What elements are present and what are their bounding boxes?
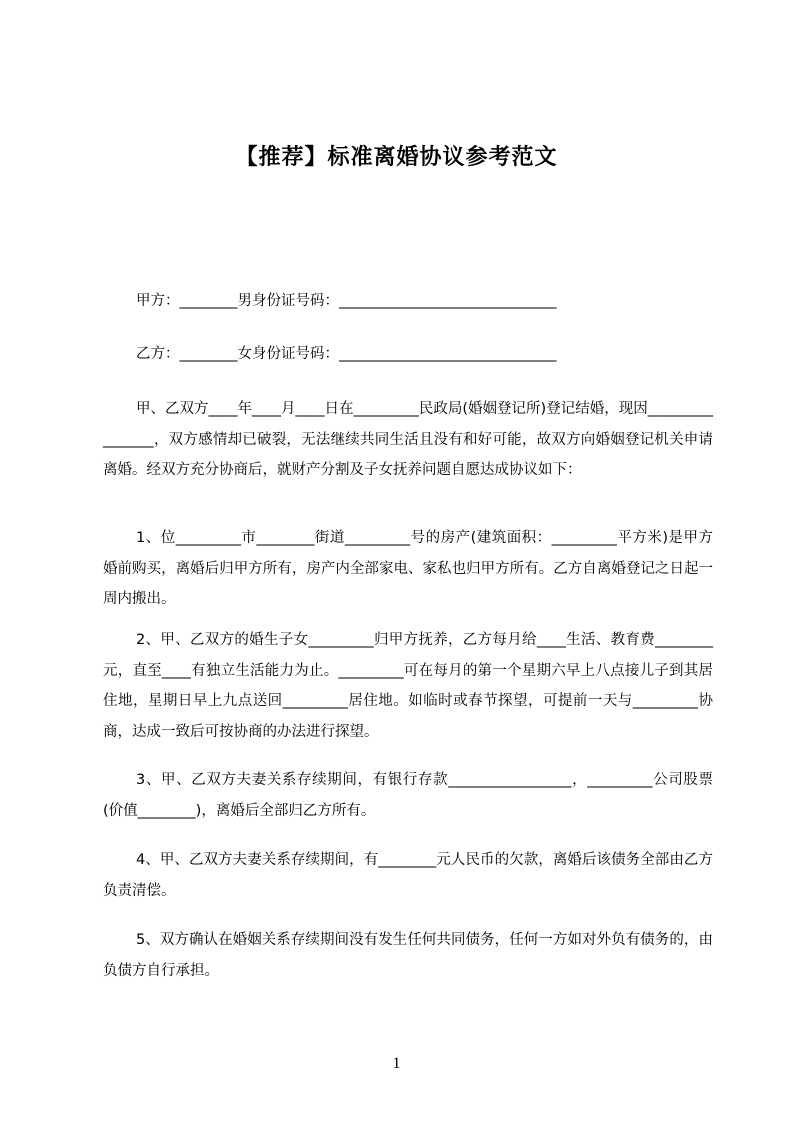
clause-2-paragraph: 2、甲、乙双方的婚生子女_________归甲方抚养，乙方每月给____生活、教育费________元，直至____有独立生活能力为止。_________可在每月的第一个星期六早上八点接儿子到其居住地，星期日早上九点送回_________居住地。如临时或春节探望，可提前一天与_________协商，达成一致后可按协商的办法进行探望。 bbox=[103, 632, 713, 740]
clause-3-paragraph: 3、甲、乙双方夫妻关系存续期间，有银行存款_________________，_________公司股票(价值________)，离婚后全部归乙方所有。 bbox=[103, 772, 713, 819]
page-number: 1 bbox=[392, 1055, 401, 1072]
party-b-line: 乙方：________女身份证号码：______________________________ bbox=[136, 346, 557, 362]
clause-5-paragraph: 5、双方确认在婚姻关系存续期间没有发生任何共同债务，任何一方如对外负有债务的，由负债方自行承担。 bbox=[103, 932, 713, 979]
intro-paragraph: 甲、乙双方____年____月____日在_________民政局(婚姻登记所)登记结婚，现因________________，双方感情却已破裂，无法继续共同生活且没有和好可能，故双方向婚姻登记机关申请离婚。经双方充分协商后，就财产分割及子女抚养问题自愿达成协议如下： bbox=[103, 401, 713, 478]
clause-4-paragraph: 4、甲、乙双方夫妻关系存续期间，有________元人民币的欠款，离婚后该债务全部由乙方负责清偿。 bbox=[103, 852, 713, 899]
clause-1-paragraph: 1、位_________市________街道_________号的房产(建筑面积：_________平方米)是甲方婚前购买，离婚后归甲方所有，房产内全部家电、家私也归甲方所有。乙方自离婚登记之日起一周内搬出。 bbox=[103, 530, 713, 607]
party-a-line: 甲方：________男身份证号码：______________________________ bbox=[136, 293, 557, 309]
document-title: 【推荐】标准离婚协议参考范文 bbox=[235, 145, 558, 170]
